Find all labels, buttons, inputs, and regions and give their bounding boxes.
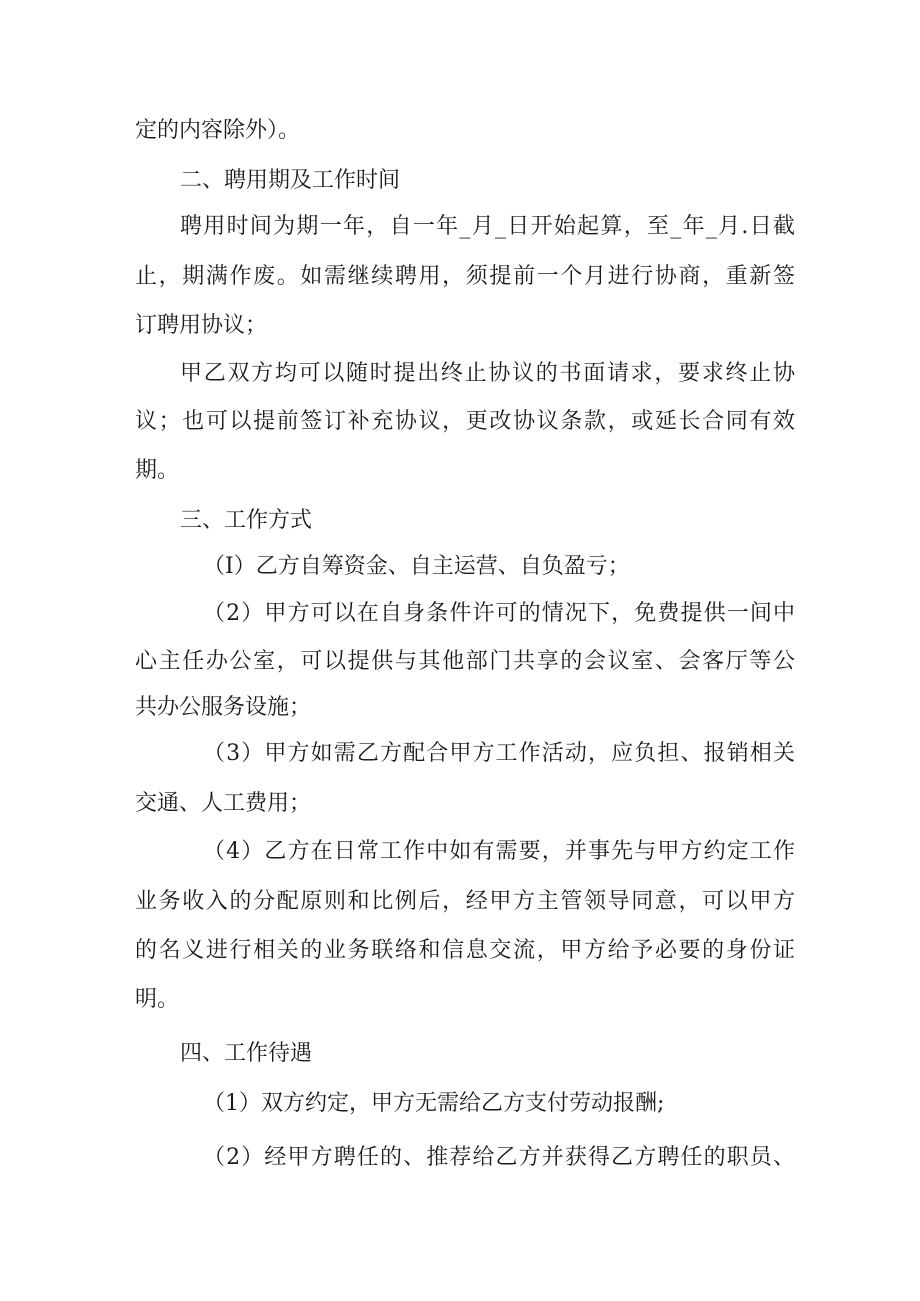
section-heading: 二、聘用期及工作时间: [180, 168, 401, 193]
paragraph-line: 止，期满作废。如需继续聘用，须提前一个月进行协商，重新签: [135, 264, 795, 289]
list-item: （4）乙方在日常工作中如有需要，并事先与甲方约定工作: [203, 839, 795, 864]
paragraph-line: 甲乙双方均可以随时提出终止协议的书面请求，要求终止协: [180, 361, 795, 386]
paragraph-line: 明。: [135, 987, 180, 1012]
paragraph-line: 心主任办公室，可以提供与其他部门共享的会议室、会客厅等公: [135, 649, 795, 674]
paragraph-line: 业务收入的分配原则和比例后，经甲方主管领导同意，可以甲方: [135, 889, 795, 914]
list-item: （2）甲方可以在自身条件许可的情况下，免费提供一间中: [203, 601, 795, 626]
list-item: （I）乙方自筹资金、自主运营、自负盈亏；: [203, 554, 630, 579]
section-heading: 三、工作方式: [180, 508, 313, 533]
list-item: （2）经甲方聘任的、推荐给乙方并获得乙方聘任的职员、: [203, 1145, 795, 1170]
paragraph-line: 交通、人工费用；: [135, 791, 312, 816]
paragraph-line: 定的内容除外）。: [135, 118, 301, 143]
paragraph-line: 的名义进行相关的业务联络和信息交流，甲方给予必要的身份证: [135, 938, 795, 963]
section-heading: 四、工作待遇: [180, 1041, 313, 1066]
list-item: （1）双方约定，甲方无需给乙方支付劳动报酬;: [203, 1091, 665, 1116]
paragraph-line: 订聘用协议；: [135, 313, 268, 338]
paragraph-line: 聘用时间为期一年，自一年_月_日开始起算，至_年_月.日截: [180, 214, 795, 239]
paragraph-line: 期。: [135, 458, 180, 483]
paragraph-line: 共办公服务设施；: [135, 695, 312, 720]
paragraph-line: 议；也可以提前签订补充协议，更改协议条款，或延长合同有效: [135, 409, 795, 434]
list-item: （3）甲方如需乙方配合甲方工作活动，应负担、报销相关: [203, 741, 795, 766]
